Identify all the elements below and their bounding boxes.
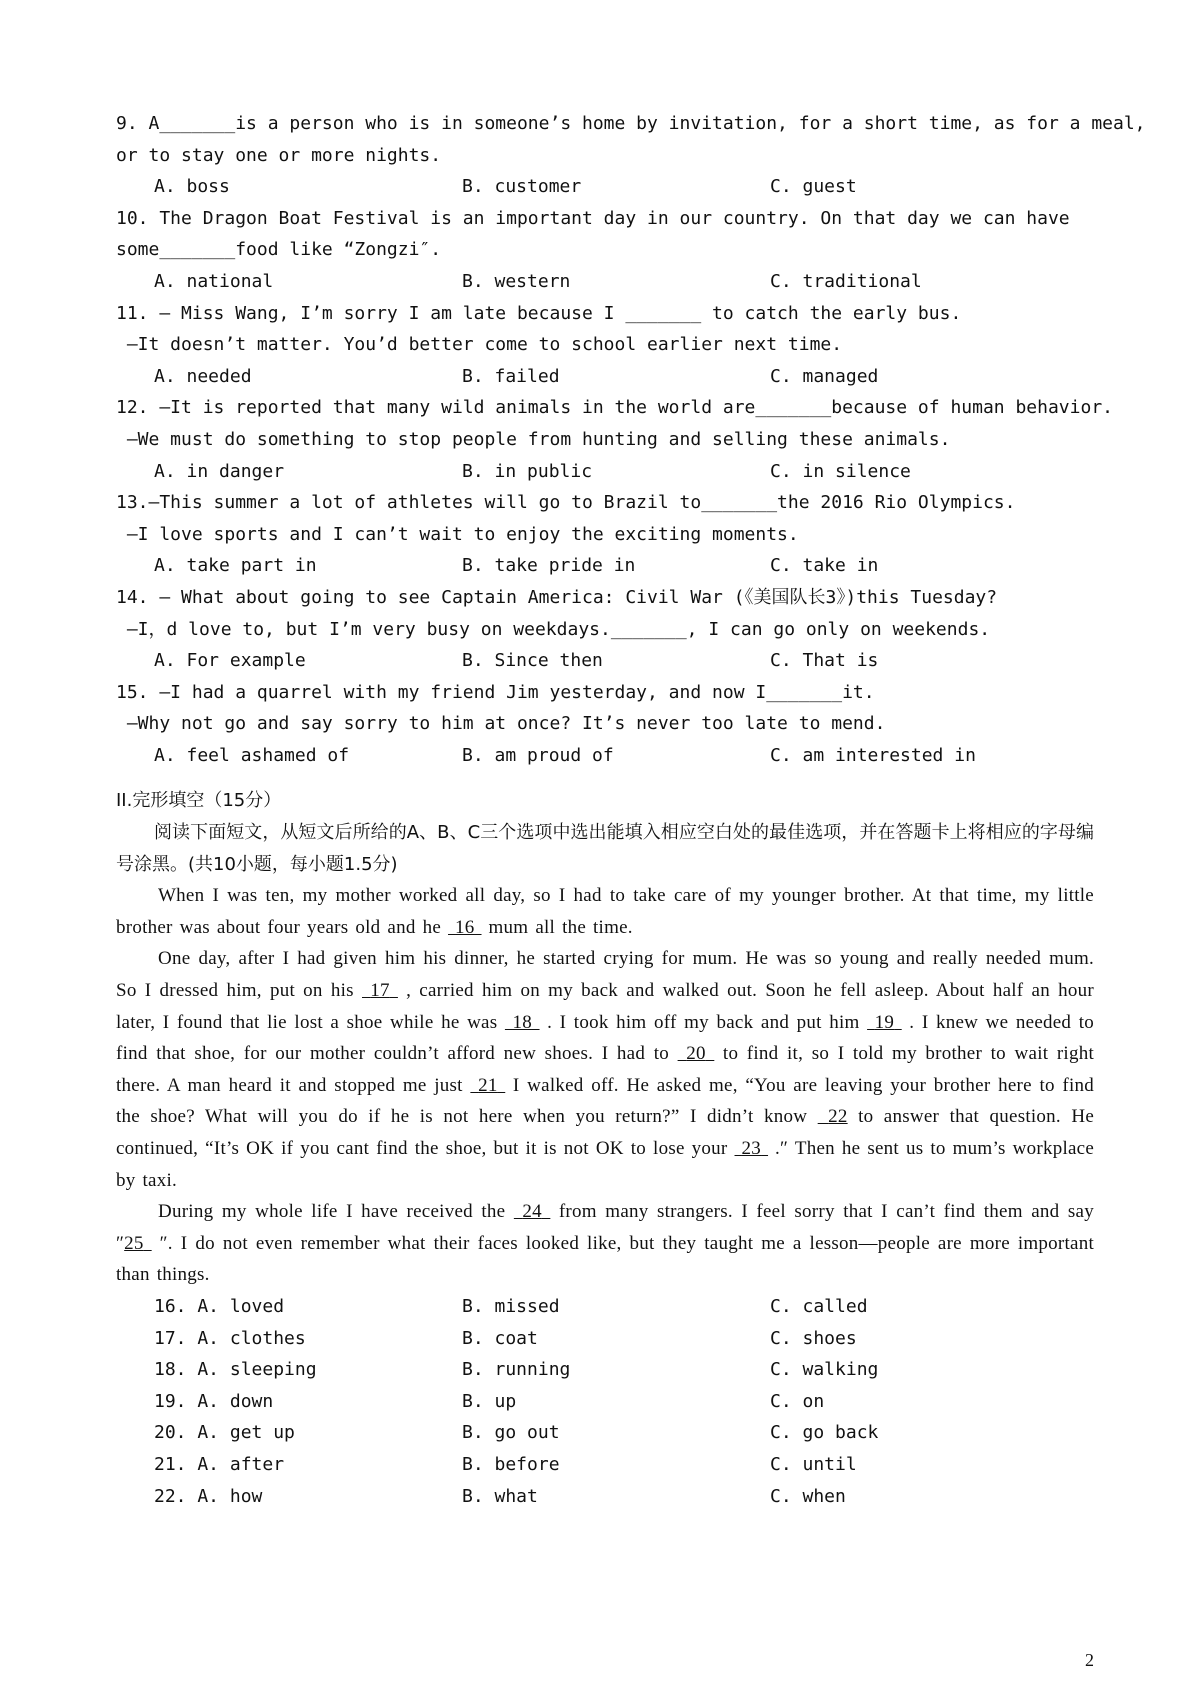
- option-c: C. That is: [770, 650, 879, 672]
- option-c: C. managed: [770, 365, 879, 387]
- option-a: 16. A. loved: [154, 1295, 285, 1317]
- option-c: C. when: [770, 1485, 846, 1507]
- choice-row-16: [116, 1291, 1094, 1323]
- question-options: [116, 550, 1094, 582]
- question-text: or to stay one or more nights.: [116, 144, 442, 166]
- option-a: A. boss: [154, 176, 230, 198]
- question-11: [116, 298, 1094, 393]
- option-b: B. before: [462, 1453, 560, 1475]
- document-page: [116, 108, 1146, 1512]
- blank-18: 18: [512, 1011, 532, 1033]
- option-a: A. For example: [154, 650, 306, 672]
- question-options: [116, 645, 1094, 677]
- question-14: [116, 582, 1094, 677]
- section-title: II.完形填空（15分）: [116, 790, 282, 812]
- question-9: [116, 108, 1146, 203]
- question-text: 11. — Miss Wang, I’m sorry I am late because I _______ to catch the early bus.: [116, 302, 962, 324]
- choice-row-18: [116, 1354, 1094, 1386]
- option-b: B. western: [462, 270, 571, 292]
- option-a: A. national: [154, 270, 274, 292]
- option-b: B. Since then: [462, 650, 603, 672]
- question-text: 9. A_______is a person who is in someone’s home by invitation, for a short time, as for a meal,: [116, 113, 1146, 134]
- question-options: [116, 456, 1094, 488]
- option-a: A. take part in: [154, 555, 317, 577]
- option-b: B. failed: [462, 365, 560, 387]
- option-b: B. running: [462, 1359, 571, 1381]
- option-c: C. guest: [770, 176, 857, 198]
- question-text: —I love sports and I can’t wait to enjoy the exciting moments.: [116, 523, 799, 545]
- passage-paragraph-1: When I was ten, my mother worked all day, so I had to take care of my younger brother. At that time, my little brother was about four years old and he 16 mum all the time.: [116, 885, 1094, 938]
- option-c: C. called: [770, 1295, 868, 1317]
- blank-21: 21: [478, 1074, 498, 1096]
- choice-row-22: [116, 1481, 1094, 1513]
- option-a: A. in danger: [154, 460, 285, 482]
- blank-20: 20: [686, 1043, 706, 1065]
- option-c: C. am interested in: [770, 744, 976, 766]
- question-13: [116, 487, 1094, 582]
- question-text: —I，d love to, but I’m very busy on weekdays._______, I can go only on weekends.: [116, 618, 991, 640]
- blank-17: 17: [370, 980, 390, 1002]
- option-b: B. up: [462, 1390, 517, 1412]
- question-options: [116, 171, 1094, 203]
- question-15: [116, 677, 1094, 772]
- option-a: 19. A. down: [154, 1390, 274, 1412]
- option-a: 22. A. how: [154, 1485, 263, 1507]
- blank-16: 16: [455, 916, 475, 938]
- option-c: C. take in: [770, 555, 879, 577]
- option-b: B. coat: [462, 1327, 538, 1349]
- blank-23: 23: [741, 1138, 762, 1159]
- option-b: B. what: [462, 1485, 538, 1507]
- question-options: [116, 266, 1094, 298]
- option-a: 17. A. clothes: [154, 1327, 306, 1349]
- question-text: 10. The Dragon Boat Festival is an important day in our country. On that day we can have: [116, 207, 1070, 229]
- option-a: 18. A. sleeping: [154, 1359, 317, 1381]
- option-b: B. in public: [462, 460, 593, 482]
- blank-19: 19: [874, 1011, 895, 1033]
- question-text: —Why not go and say sorry to him at once? It’s never too late to mend.: [116, 713, 886, 735]
- option-c: C. on: [770, 1390, 825, 1412]
- section-instructions: 阅读下面短文，从短文后所给的A、B、C三个选项中选出能填入相应空白处的最佳选项，并在答题卡上将相应的字母编号涂黑。(共10小题，每小题1.5分): [116, 822, 1094, 875]
- option-c: C. until: [770, 1453, 857, 1475]
- question-text: —It doesn’t matter. You’d better come to school earlier next time.: [116, 334, 843, 356]
- question-10: [116, 203, 1094, 298]
- question-options: [116, 740, 1094, 772]
- option-c: C. walking: [770, 1359, 879, 1381]
- option-a: A. feel ashamed of: [154, 744, 350, 766]
- passage-paragraph-3: During my whole life I have received the 24 from many strangers. I feel sorry that I can’t find them and say ″25 ″. I do not even remember what their faces looked like, but they taught me a lesson—people are more important than things.: [116, 1201, 1094, 1286]
- option-a: 20. A. get up: [154, 1422, 295, 1444]
- option-c: C. traditional: [770, 270, 922, 292]
- option-c: C. shoes: [770, 1327, 857, 1349]
- choice-row-19: [116, 1386, 1094, 1418]
- option-b: B. take pride in: [462, 555, 636, 577]
- option-b: B. am proud of: [462, 744, 614, 766]
- choice-row-21: [116, 1449, 1094, 1481]
- blank-24: 24: [522, 1201, 542, 1223]
- option-a: A. needed: [154, 365, 252, 387]
- question-12: [116, 392, 1113, 487]
- blank-25: 25: [124, 1232, 144, 1254]
- passage-paragraph-2: One day, after I had given him his dinner, he started crying for mum. He was so young and really needed mum. So I dressed him, put on his 17 , carried him on my back and walked out. Soon he fell asleep. About half an hour later, I found that lie lost a shoe while he was 18 . I took him off my back and put him 19 . I knew we needed to find that shoe, for our mother couldn’t afford new shoes. I had to 20 to find it, so I told my brother to wait right there. A man heard it and stopped me just 21 I walked off. He asked me, “You are leaving your brother here to find the shoe? What will you do if he is not here when you return?” I didn’t know 22 to answer that question. He continued, “It’s OK if you cant find the shoe, but it is not OK to lose your 23 .″ Then he sent us to mum’s workplace by taxi.: [116, 948, 1095, 1191]
- option-a: 21. A. after: [154, 1453, 285, 1475]
- choice-row-17: [116, 1323, 1094, 1355]
- question-text: 13.—This summer a lot of athletes will go to Brazil to_______the 2016 Rio Olympics.: [116, 492, 1016, 514]
- option-b: B. missed: [462, 1295, 560, 1317]
- cloze-choices: [116, 1291, 1094, 1512]
- blank-22: 22: [828, 1106, 848, 1128]
- option-c: C. go back: [770, 1422, 879, 1444]
- question-text: —We must do something to stop people from hunting and selling these animals.: [116, 428, 951, 450]
- page-number: 2: [1085, 1650, 1094, 1670]
- question-text: 15. —I had a quarrel with my friend Jim yesterday, and now I_______it.: [116, 681, 875, 703]
- choice-row-20: [116, 1417, 1094, 1449]
- question-options: [116, 361, 1094, 393]
- question-text: some_______food like “Zongzi″.: [116, 239, 442, 261]
- option-c: C. in silence: [770, 460, 911, 482]
- question-text: 14. — What about going to see Captain America: Civil War (《美国队长3》)this Tuesday?: [116, 586, 998, 608]
- option-b: B. customer: [462, 176, 582, 198]
- option-b: B. go out: [462, 1422, 560, 1444]
- question-text: 12. —It is reported that many wild animals in the world are_______because of human behavior.: [116, 397, 1113, 419]
